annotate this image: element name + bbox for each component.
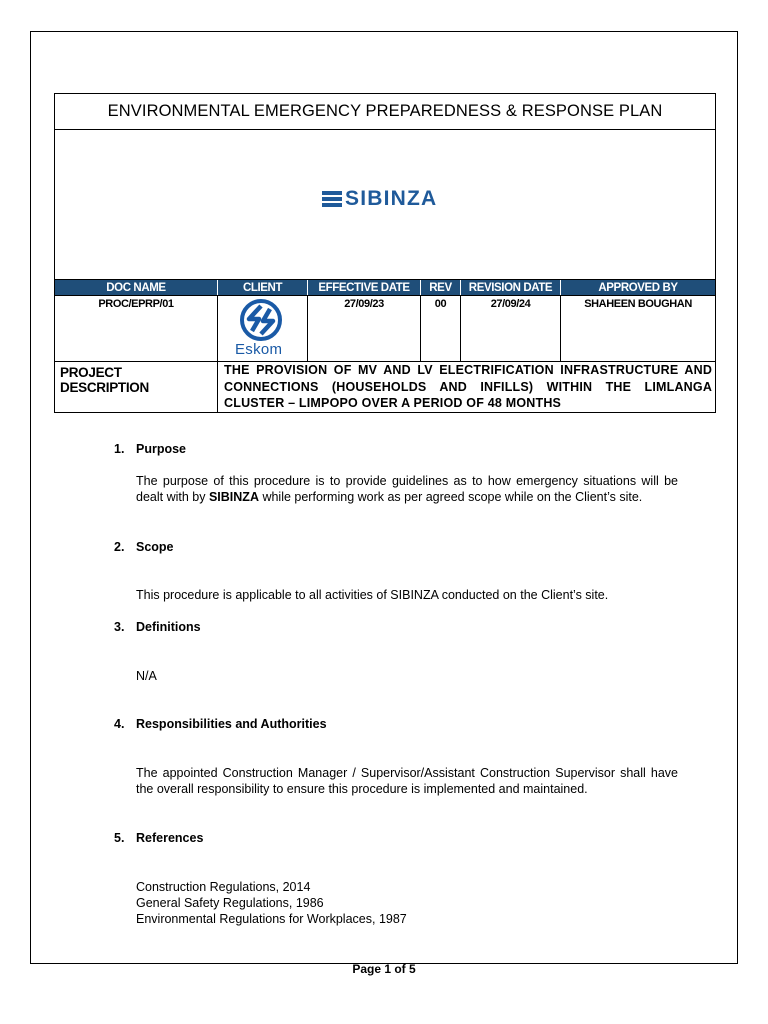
eskom-wordmark: Eskom <box>235 341 283 358</box>
client-logo-cell <box>218 296 308 362</box>
section-title: Purpose <box>136 442 187 456</box>
purpose-text-end: while performing work as per agreed scope while on the Client’s site. <box>258 490 643 504</box>
meta-header-row <box>55 280 716 296</box>
company-logo-area <box>55 130 716 280</box>
header-rev: REV <box>421 280 461 296</box>
header-effective-date: EFFECTIVE DATE <box>308 280 421 296</box>
section-body-references <box>136 879 678 927</box>
doc-name-value: PROC/EPRP/01 <box>55 296 218 362</box>
section-heading-scope <box>114 540 174 554</box>
meta-value-row <box>55 296 716 362</box>
section-number: 3. <box>114 620 125 634</box>
purpose-text-start: The purpose of this procedure is to provide guidelines as to how emergency situations will be dealt with by <box>136 474 678 504</box>
header-client: CLIENT <box>218 280 308 296</box>
eskom-logo-icon <box>232 298 290 344</box>
page-number: Page 1 of 5 <box>352 962 416 976</box>
document-title: ENVIRONMENTAL EMERGENCY PREPAREDNESS & RESPONSE PLAN <box>55 94 716 130</box>
section-heading-responsibilities <box>114 717 327 731</box>
project-row <box>55 362 716 413</box>
section-number: 5. <box>114 831 125 845</box>
header-revision-date: REVISION DATE <box>461 280 561 296</box>
approved-by-value: SHAHEEN BOUGHAN <box>561 296 716 362</box>
section-title: Definitions <box>136 620 201 634</box>
section-body-definitions: N/A <box>136 669 157 683</box>
header-doc-name: DOC NAME <box>55 280 218 296</box>
section-title: Responsibilities and Authorities <box>136 717 327 731</box>
reference-item: Environmental Regulations for Workplaces, 1987 <box>136 912 407 926</box>
sibinza-wordmark: SIBINZA <box>345 187 438 210</box>
project-description-label: PROJECT DESCRIPTION <box>55 362 218 413</box>
purpose-company-name: SIBINZA <box>208 490 259 504</box>
section-number: 2. <box>114 540 125 554</box>
section-number: 1. <box>114 442 125 456</box>
document-header-table <box>54 93 716 413</box>
sibinza-mark-icon <box>322 190 342 208</box>
section-heading-purpose <box>114 442 186 456</box>
section-title: Scope <box>136 540 174 554</box>
header-approved-by: APPROVED BY <box>561 280 716 296</box>
effective-date-value: 27/09/23 <box>308 296 421 362</box>
section-heading-definitions <box>114 620 201 634</box>
reference-item: General Safety Regulations, 1986 <box>136 896 324 910</box>
revision-date-value: 27/09/24 <box>461 296 561 362</box>
section-body-purpose <box>136 473 678 505</box>
sibinza-logo <box>322 187 437 211</box>
section-body-scope: This procedure is applicable to all activities of SIBINZA conducted on the Client’s site. <box>136 588 609 602</box>
section-body-responsibilities: The appointed Construction Manager / Supervisor/Assistant Construction Supervisor shall have the overall responsibility to ensure this procedure is implemented and maintained. <box>136 766 678 796</box>
reference-item: Construction Regulations, 2014 <box>136 880 311 894</box>
rev-value: 00 <box>421 296 461 362</box>
section-number: 4. <box>114 717 125 731</box>
section-heading-references <box>114 831 203 845</box>
project-description-text: THE PROVISION OF MV AND LV ELECTRIFICATION INFRASTRUCTURE AND CONNECTIONS (HOUSEHOLDS AND INFILLS) WITHIN THE LIMLANGA CLUSTER – LIMPOPO OVER A PERIOD OF 48 MONTHS <box>218 362 716 413</box>
section-title: References <box>136 831 204 845</box>
